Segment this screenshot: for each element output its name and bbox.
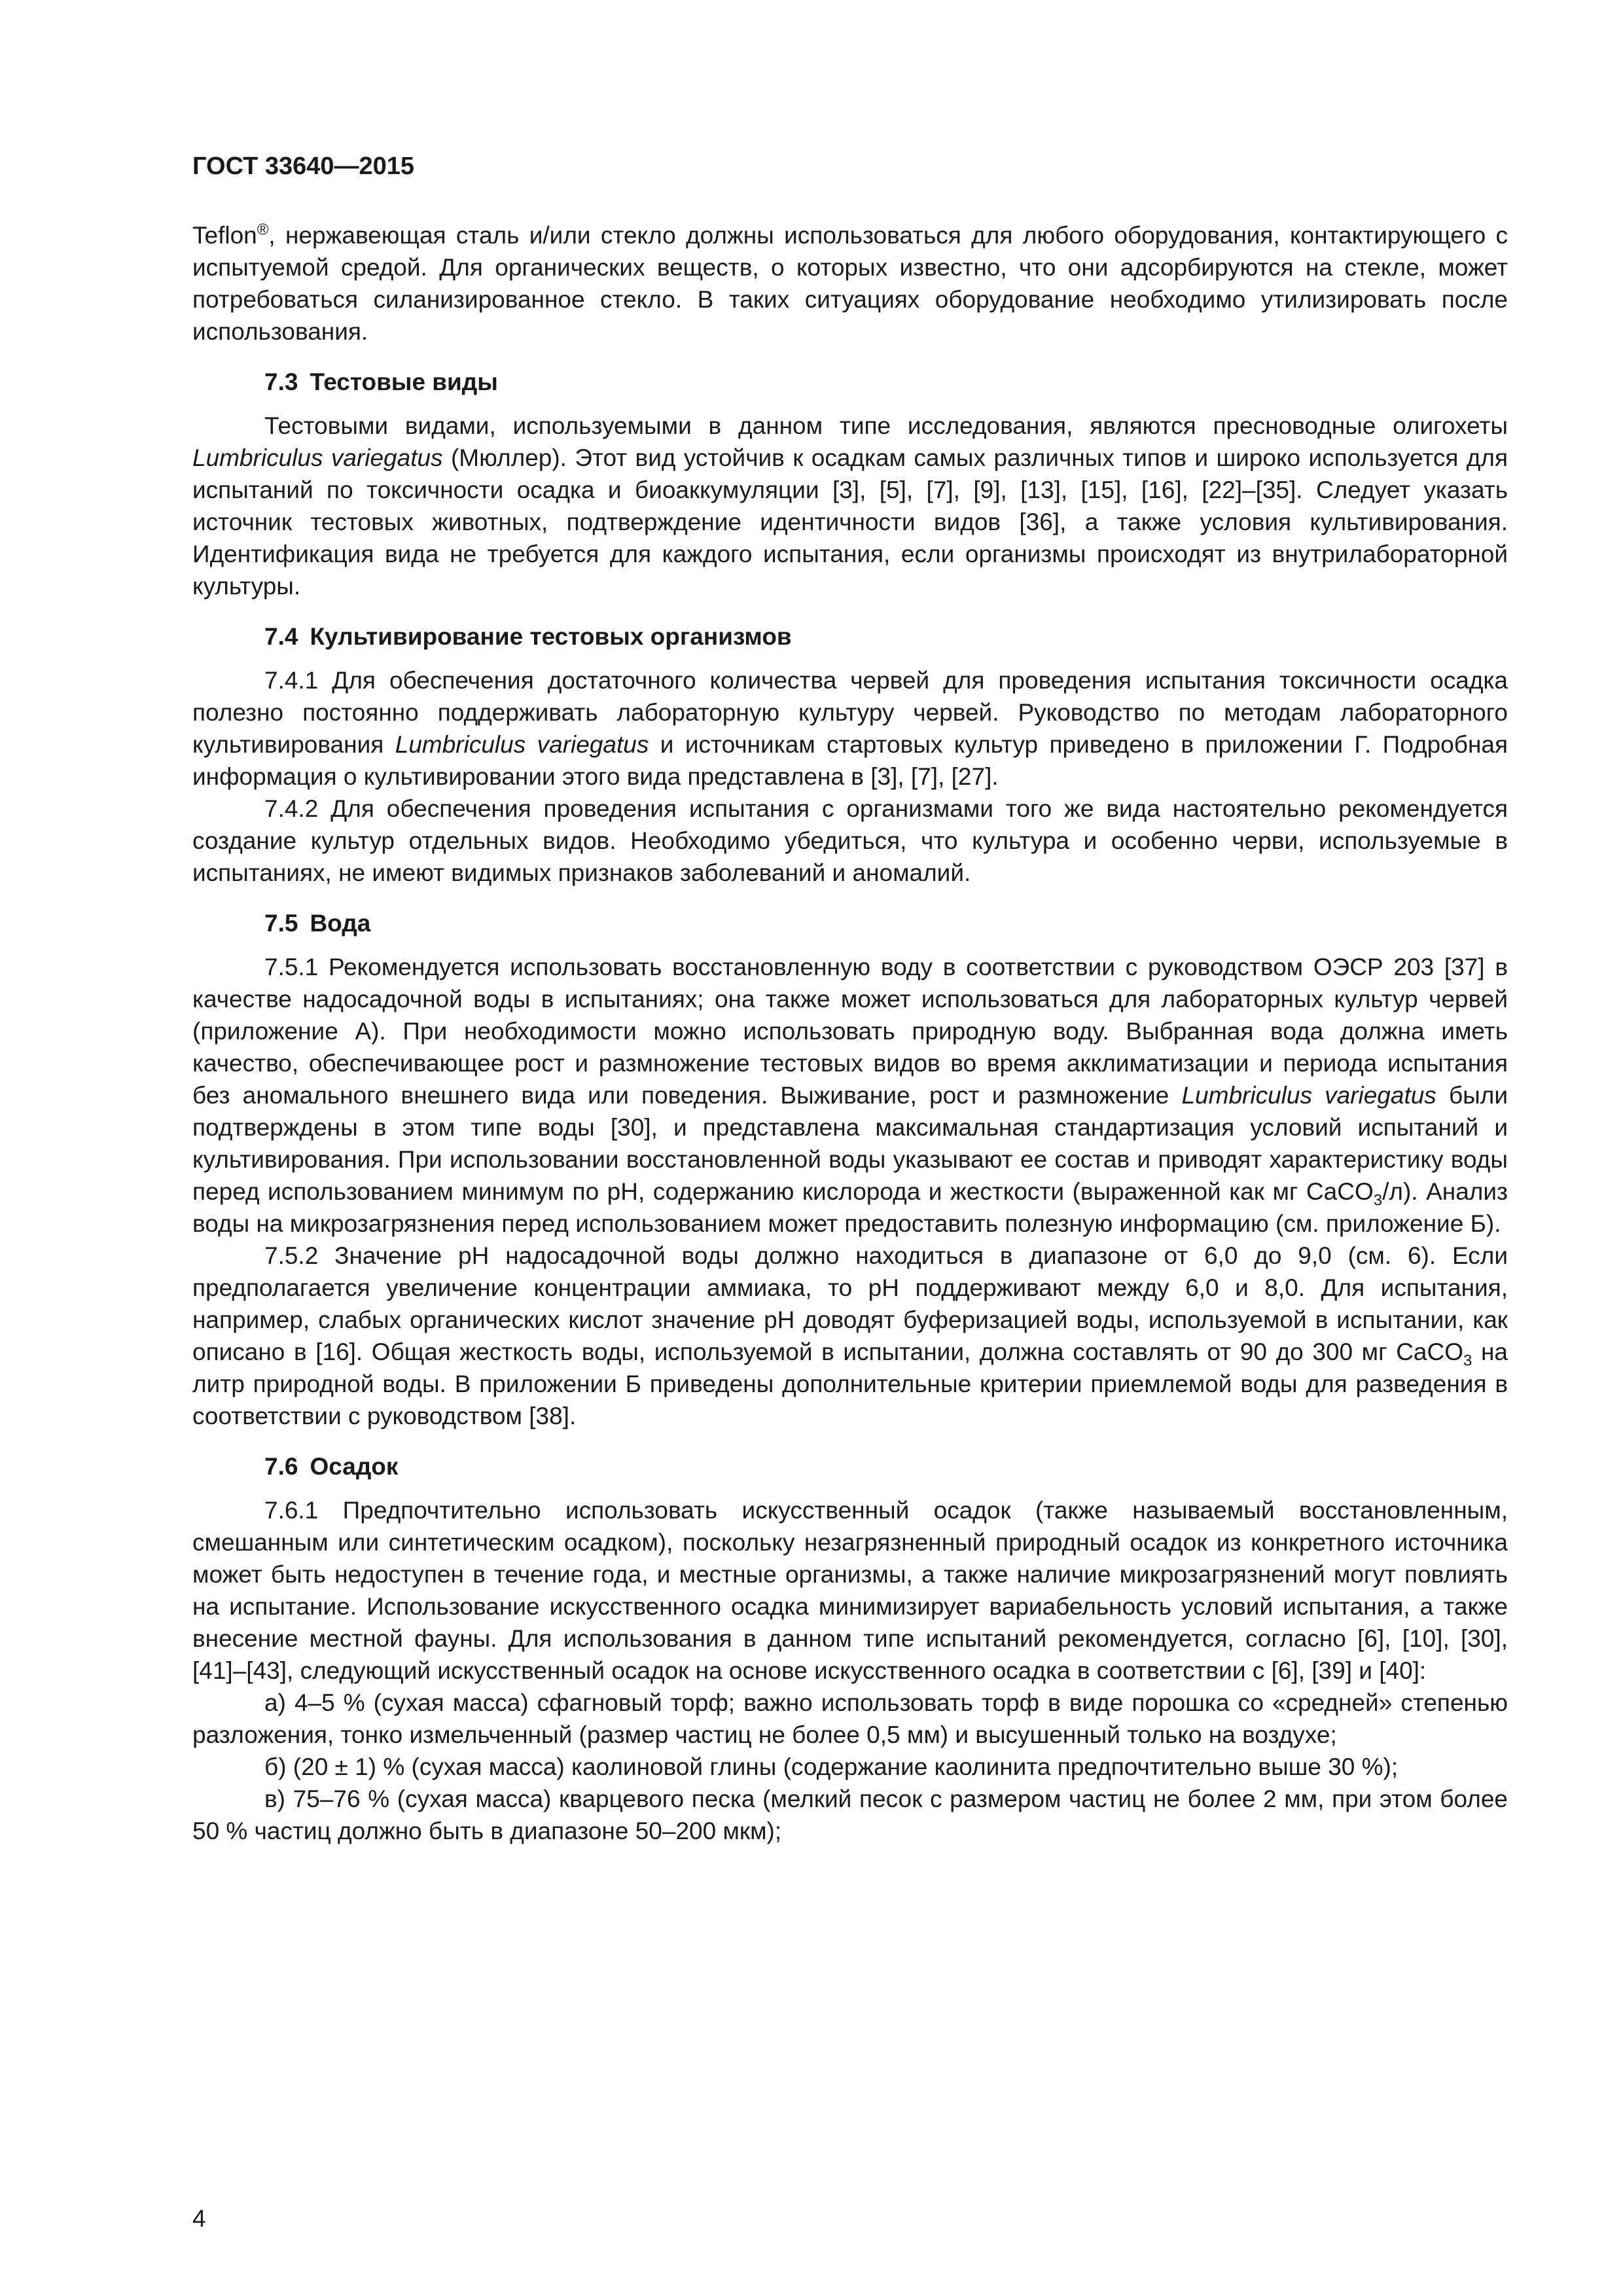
paragraph-7-5-2	[192, 1240, 1508, 1432]
list-item-a: а) 4–5 % (сухая масса) сфагновый торф; важно использовать торф в виде порошка со «средней» степенью разложения, тонко измельченный (размер частиц не более 0,5 мм) и высушенный только на воздухе;	[192, 1689, 1508, 1748]
text-run: были подтверждены в этом типе воды [30], и представлена максимальная стандартизация условий испытаний и культивирования. При использовании восстановленной воды указывают ее состав и приводят характеристику воды перед использованием минимум по pH, содержанию кислорода и жесткости (выраженной как мг CaCO	[192, 1082, 1508, 1205]
text-run: 7.5.1 Рекомендуется использовать восстановленную воду в соответствии с руководством ОЭСР 203 [37] в качестве надосадочной воды в испытаниях; она также может использоваться для лабораторных культур червей (приложение А). При необходимости можно использовать природную воду. Выбранная вода должна иметь качество, обеспечивающее рост и размножение тестовых видов во время акклиматизации и периода испытания без аномального внешнего вида или поведения. Выживание, рост и размножение	[192, 954, 1508, 1109]
paragraph-7-4-1	[192, 664, 1508, 793]
intro-paragraph	[192, 219, 1508, 348]
text-run: 7.5.2 Значение pH надосадочной воды должно находиться в диапазоне от 6,0 до 9,0 (см. 6). Если предполагается увеличение концентрации аммиака, то pH поддерживают между 6,0 и 8,0. Для испытания, например, слабых органических кислот значение pH доводят буферизацией воды, используемой в испытании, как описано в [16]. Общая жесткость воды, используемой в испытании, должна составлять от 90 до 300 мг CaCO	[192, 1242, 1508, 1365]
text-run: 7.4.1 Для обеспечения достаточного количества червей для проведения испытания токсичности осадка полезно постоянно поддерживать лабораторную культуру червей. Руководство по методам лабораторного культивирования	[192, 667, 1508, 758]
text-run: (Мюллер). Этот вид устойчив к осадкам самых различных типов и широко используется для испытаний по токсичности осадка и биоаккумуляции [3], [5], [7], [9], [13], [15], [16], [22]–[35]. Следует указать источник тестовых животных, подтверждение идентичности видов [36], а также условия культивирования. Идентификация вида не требуется для каждого испытания, если организмы происходят из внутрилабораторной культуры.	[192, 444, 1508, 600]
text-run: и источникам стартовых культур приведено в приложении Г. Подробная информация о культивировании этого вида представлена в [3], [7], [27].	[192, 731, 1508, 790]
section-title: Культивирование тестовых организмов	[310, 623, 792, 650]
paragraph-7-5-1	[192, 951, 1508, 1240]
section-heading-7-5	[264, 907, 1508, 939]
section-title: Тестовые виды	[310, 368, 498, 395]
registered-mark: ®	[257, 221, 269, 239]
section-heading-7-6	[264, 1450, 1508, 1482]
subscript: 3	[1463, 1352, 1472, 1370]
section-heading-7-4	[264, 620, 1508, 653]
section-title: Вода	[310, 910, 371, 937]
subscript: 3	[1373, 1191, 1383, 1210]
intro-text: , нержавеющая сталь и/или стекло должны использоваться для любого оборудования, контактирующего с испытуемой средой. Для органических веществ, о которых известно, что они адсорбируются на стекле, может потребоваться силанизированное стекло. В таких ситуациях оборудование необходимо утилизировать после использования.	[192, 222, 1508, 345]
text-run: на литр природной воды. В приложении Б приведены дополнительные критерии приемлемой воды для разведения в соответствии с руководством [38].	[192, 1338, 1508, 1429]
text-run: /л). Анализ воды на микрозагрязнения перед использованием может предоставить полезную информацию (см. приложение Б).	[192, 1178, 1508, 1237]
text-run: Тестовыми видами, используемыми в данном типе исследования, являются пресноводные олигохеты	[264, 412, 1508, 439]
section-number: 7.4	[264, 623, 298, 650]
section-number: 7.3	[264, 368, 298, 395]
paragraph-7-3	[192, 410, 1508, 602]
list-item-b: б) (20 ± 1) % (сухая масса) каолиновой глины (содержание каолинита предпочтительно выше 30 %);	[264, 1753, 1399, 1780]
trademark-name: Teflon	[192, 222, 257, 249]
page-number: 4	[192, 2205, 206, 2232]
species-name: Lumbriculus variegatus	[1181, 1082, 1436, 1109]
section-title: Осадок	[310, 1453, 399, 1480]
list-item-c: в) 75–76 % (сухая масса) кварцевого песка (мелкий песок с размером частиц не более 2 мм, при этом более 50 % частиц должно быть в диапазоне 50–200 мкм);	[192, 1785, 1508, 1844]
section-heading-7-3	[264, 366, 1508, 398]
section-number: 7.6	[264, 1453, 298, 1480]
species-name: Lumbriculus variegatus	[192, 444, 443, 471]
paragraph-7-4-2: 7.4.2 Для обеспечения проведения испытания с организмами того же вида настоятельно рекомендуется создание культур отдельных видов. Необходимо убедиться, что культура и особенно черви, используемые в испытаниях, не имеют видимых признаков заболеваний и аномалий.	[192, 795, 1508, 886]
document-header: ГОСТ 33640—2015	[192, 152, 415, 180]
section-number: 7.5	[264, 910, 298, 937]
document-body	[192, 219, 1508, 1847]
paragraph-7-6-1: 7.6.1 Предпочтительно использовать искусственный осадок (также называемый восстановленным, смешанным или синтетическим осадком), поскольку незагрязненный природный осадок из конкретного источника может быть недоступен в течение года, и местные организмы, а также наличие микрозагрязнений могут повлиять на испытание. Использование искусственного осадка минимизирует вариабельность условий испытания, а также внесение местной фауны. Для использования в данном типе испытаний рекомендуется, согласно [6], [10], [30], [41]–[43], следующий искусственный осадок на основе искусственного осадка в соответствии с [6], [39] и [40]:	[192, 1497, 1508, 1684]
species-name: Lumbriculus variegatus	[395, 731, 649, 758]
